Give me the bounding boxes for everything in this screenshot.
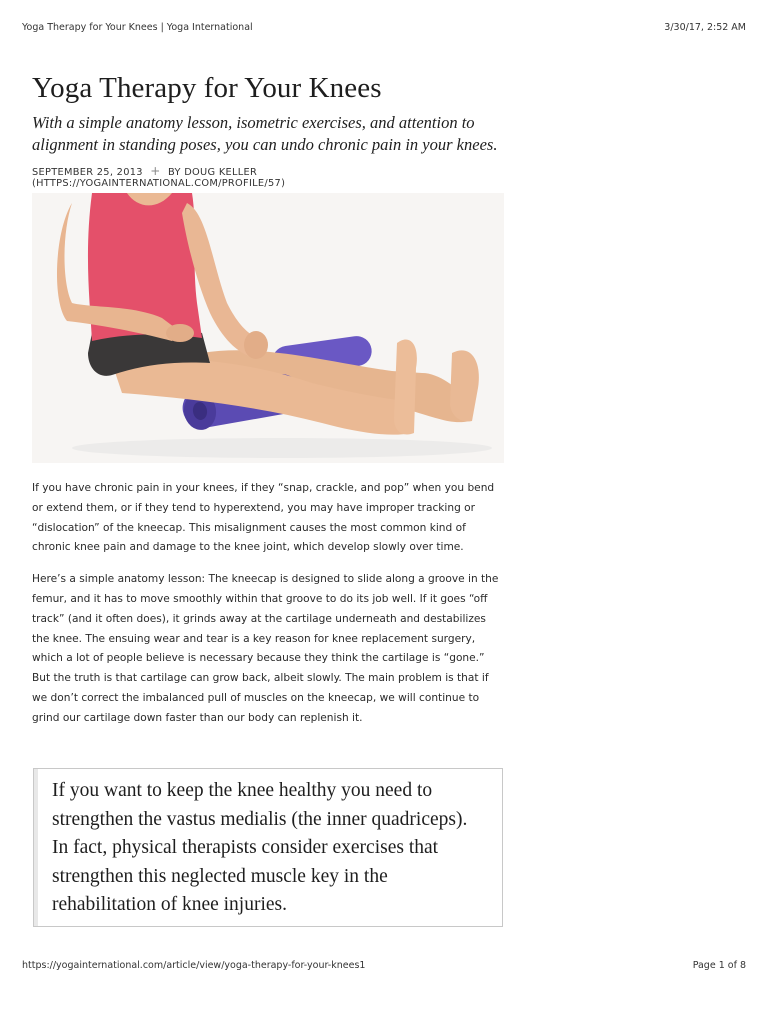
print-header-datetime: 3/30/17, 2:52 AM bbox=[664, 22, 746, 33]
print-header-title: Yoga Therapy for Your Knees | Yoga International bbox=[22, 22, 253, 33]
page-number: Page 1 of 8 bbox=[692, 960, 746, 971]
print-footer bbox=[22, 960, 746, 974]
article-subtitle: With a simple anatomy lesson, isometric exercises, and attention to alignment in standing poses, you can undo chronic pain in your knees. bbox=[32, 113, 498, 154]
pull-quote-text: If you want to keep the knee healthy you need to strengthen the vastus medialis (the inner quadriceps). In fact, physical therapists consider exercises that strengthen this neglected muscle key in the rehabilitation of knee injuries. bbox=[52, 780, 468, 916]
publish-date: SEPTEMBER 25, 2013 bbox=[32, 167, 143, 178]
author-link[interactable]: BY DOUG KELLER (HTTPS://YOGAINTERNATIONAL.COM/PROFILE/57) bbox=[32, 167, 286, 189]
pull-quote-bar bbox=[34, 769, 38, 926]
article-body bbox=[32, 479, 504, 729]
byline bbox=[32, 164, 504, 189]
pull-quote bbox=[33, 768, 503, 927]
paragraph: Here’s a simple anatomy lesson: The kneecap is designed to slide along a groove in the femur, and it has to move smoothly within that groove to do its job well. If it goes “off track” (and it often does), it grinds away at the cartilage underneath and destabilizes the knee. The ensuing wear and tear is a key reason for knee replacement surgery, which a lot of people believe is necessary because they think the cartilage is “gone.” But the truth is that cartilage can grow back, albeit slowly. The main problem is that if we don’t correct the imbalanced pull of muscles on the kneecap, we will continue to grind our cartilage down faster than our body can replenish it. bbox=[32, 573, 499, 724]
article-title: Yoga Therapy for Your Knees bbox=[32, 72, 382, 104]
paragraph: If you have chronic pain in your knees, if they “snap, crackle, and pop” when you bend or extend them, or if they tend to hyperextend, you may have improper tracking or “dislocation” of the kneecap. This misalignment causes the most common kind of chronic knee pain and damage to the knee joint, which develop slowly over time. bbox=[32, 482, 495, 554]
print-header bbox=[22, 22, 746, 36]
article bbox=[32, 70, 504, 741]
print-footer-url[interactable]: https://yogainternational.com/article/view/yoga-therapy-for-your-knees1 bbox=[22, 960, 366, 971]
hero-image bbox=[32, 193, 504, 463]
byline-separator: + bbox=[150, 164, 161, 178]
